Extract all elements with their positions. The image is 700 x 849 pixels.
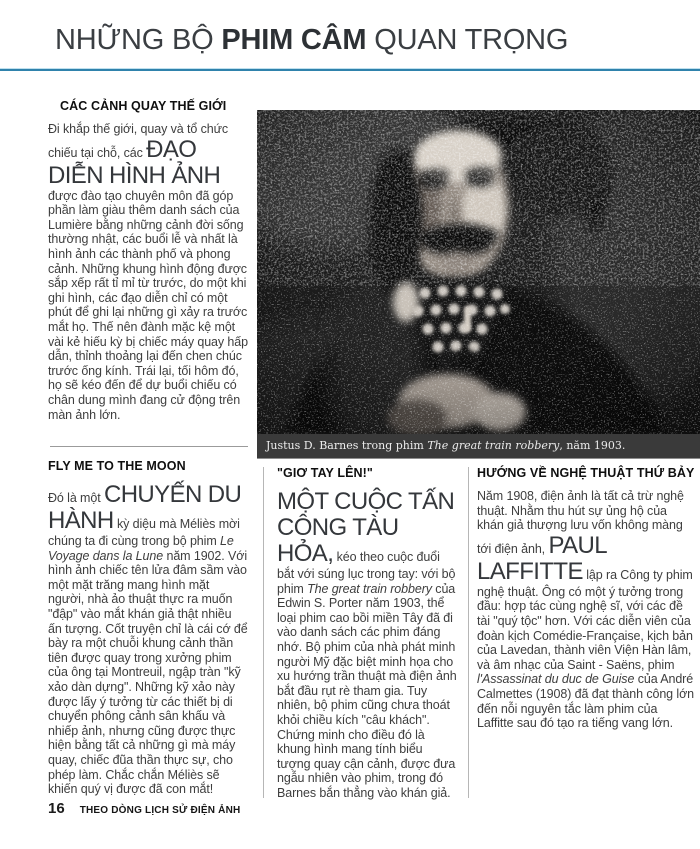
section-heading: "GIƠ TAY LÊN!" [277,466,373,480]
section-fly-me-to-the-moon [48,459,248,797]
section-heading: HƯỚNG VỀ NGHỆ THUẬT THỨ BẢY [477,466,695,480]
book-title: THEO DÒNG LỊCH SỬ ĐIỆN ẢNH [79,805,241,816]
section-hands-up [277,466,459,801]
display-run: CHUYẾN DU HÀNH [48,481,242,534]
section-heading: CÁC CẢNH QUAY THẾ GIỚI [60,99,227,113]
display-run: ĐẠO DIỄN HÌNH ẢNH [48,135,221,189]
page-footer [48,800,240,817]
section-body [277,489,459,801]
column-divider-right [468,467,469,798]
title-underline [0,68,700,71]
film-title-run: Le Voyage dans la Lune [48,534,234,563]
page-title [55,24,568,57]
page-number: 16 [48,800,65,817]
section-body [477,489,695,731]
column-divider-left [263,467,264,798]
page-title-post: QUAN TRỌNG [366,24,569,56]
body-run: kéo theo cuộc đuổi bắt với súng lục trong tay: với bộ phim [277,550,456,596]
body-run: kỳ diệu mà Méliès mời chúng ta đi cùng trong bộ phim [48,517,240,548]
photo-caption [257,434,700,459]
body-run: Đó là một [48,491,104,505]
body-run: được đào tạo chuyên môn đã góp phần làm giàu thêm danh sách của Lumière bằng những cảnh đời sống thường nhật, các buổi lễ và nhất là hình ảnh các thành phố và phong cảnh. Những khung hình động được sắp xếp rất tỉ mỉ từ trước, do một khi ghi hình, các đạo diễn chỉ có một phút để ghi lại những gì xảy ra trước mắt họ. Thế nên đành mặc kệ một vài kẻ hiếu kỳ bị chiếc máy quay hấp dẫn, thỉnh thoảng lại đến chen chúc trước ống kính. Trái lại, tối hôm đó, họ sẽ kéo đến để dự buổi chiếu có chân dung mình đang cử động trên màn ảnh lớn. [48,188,248,422]
film-title-run: The great train robbery [307,581,432,596]
portrait-photo [257,110,700,459]
body-run: Năm 1908, điện ảnh là tất cả trừ nghệ thuật. Nhằm thu hút sự ủng hộ của khán giả thượng lưu vốn không màng tới điện ảnh, [477,489,684,556]
section-body [48,482,248,797]
body-run: lập ra Công ty phim nghệ thuật. Ông có một ý tưởng trong đầu: hợp tác cùng nghệ sĩ, với các đề tài "quý tộc" hơn. Với các diễn viên của đoàn kịch Comédie-Française, kịch bản của Lavedan, thành viên Viện Hàn lâm, và âm nhạc của Saint - Saëns, phim [477,567,693,672]
display-run: PAUL LAFFITTE [477,531,607,585]
page-title-pre: NHỮNG BỘ [55,24,222,56]
body-run: của Edwin S. Porter năm 1903, thể loại phim cao bồi miền Tây đã đi vào danh sách các phim đáng nhớ. Bộ phim của nhà phát minh người Mỹ đặc biệt minh họa cho xu hướng trần thuật mà điện ảnh bắt đầu rụt rè tham gia. Tuy nhiên, bộ phim cũng chưa thoát khỏi chiều kích "câu khách". Chứng minh cho điều đó là khung hình mang tính biểu tượng quay cận cảnh, được đưa ngẫu nhiên vào phim, trong đó Barnes bắn thẳng vào khán giả. [277,581,457,800]
caption-run: Justus D. Barnes trong phim [266,439,428,452]
left-column-divider [50,446,248,447]
caption-run: , năm 1903. [559,439,626,452]
body-run: năm 1902. Với hình ảnh chiếc tên lửa đâm sầm vào một mặt trăng mang hình mặt người, nhà ảo thuật thực ra muốn "đập" vào mắt khán giả thật nhiều ấn tượng. Cốt truyện chỉ là cái cớ để bày ra một chuỗi khung cảnh thần tiên được quay trong xưởng phim của ông tại Montreuil, ngập tràn "kỹ xảo dàn dựng". Những kỹ xảo này được lấy ý tưởng từ các thiết bị di chuyển phông cảnh sân khấu và nhiếp ảnh, nhưng cũng được thực hiện bằng tất cả những gì mà máy quay, chiếc đũa thần thực sự, cho phép làm. Chắc chắn Méliès sẽ khiến quý vị được đã con mắt! [48,548,248,797]
film-title-run: l'Assassinat du duc de Guise [477,672,635,687]
body-run: của André Calmettes (1908) đã đạt thành công lớn đến nỗi nguyên tắc làm phim của Laffitte sau đó tạo ra tiếng vang lớn. [477,672,695,731]
section-world-views [48,99,248,422]
caption-film-title: The great train robbery [427,439,560,452]
portrait-illustration [257,110,700,434]
section-seventh-art [477,466,695,731]
section-body [48,122,248,422]
section-heading: FLY ME TO THE MOON [48,459,186,473]
body-run: Đi khắp thế giới, quay và tổ chức chiếu tại chỗ, các [48,122,229,160]
display-run: MỘT CUỘC TẤN CÔNG TÀU HỎA, [277,488,455,567]
page-title-bold: PHIM CÂM [221,24,367,56]
